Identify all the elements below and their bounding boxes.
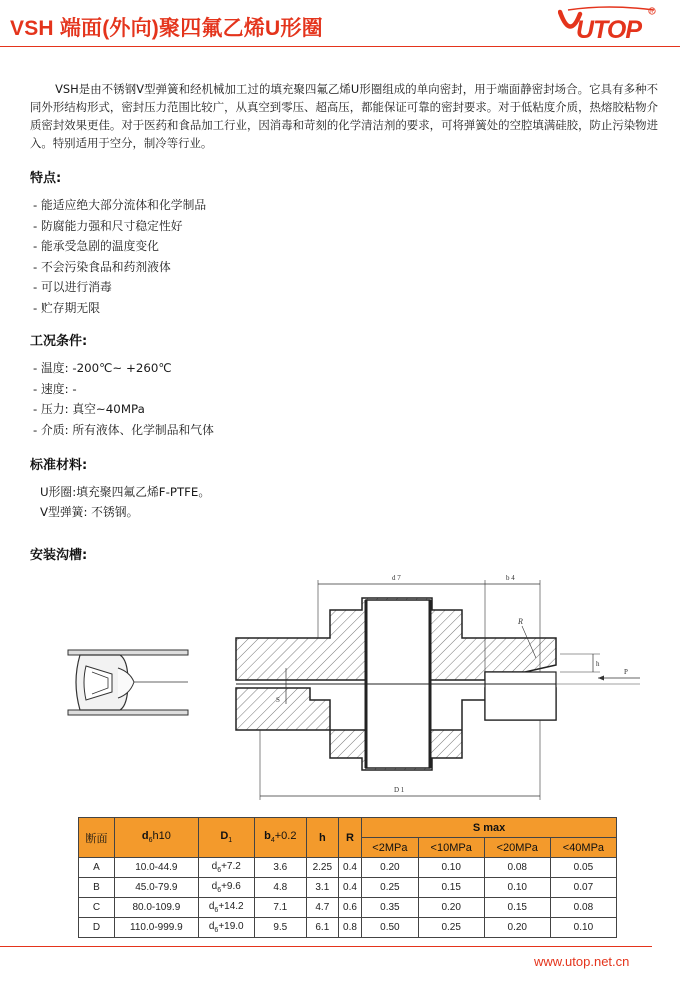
table-row: B 45.0-79.9 $d_6+9.6$ 4.8 3.1 0.4 0.25 0.15 0.10 0.07 [79,878,617,898]
col-h-header: h [306,818,338,858]
list-item: - 介质: 所有液体、化学制品和气体 [33,422,214,437]
website-link[interactable]: www.utop.net.cn [534,954,630,969]
logo-text: UTOP [576,16,641,44]
svg-text:R: R [650,9,654,14]
table-row: C 80.0-109.9 $d_6+14.2$ 7.1 4.7 0.6 0.35 0.20 0.15 0.08 [79,898,617,918]
col-s-10mpa: <10MPa [418,838,484,858]
header-divider [0,46,680,47]
features-heading: 特点: [30,171,62,186]
materials-list [40,482,210,522]
col-r-header: R [338,818,361,858]
list-item: - 防腐能力强和尺寸稳定性好 [33,218,183,233]
page-title: VSH 端面(外向)聚四氟乙烯U形圈 [10,17,323,40]
intro-paragraph [30,80,658,152]
list-item: - 温度: -200℃~ +260℃ [33,361,172,375]
conditions-list [33,358,214,440]
list-item: - 可以进行消毒 [33,280,112,294]
table-row: D 110.0-999.9 $d_6+19.0$ 9.5 6.1 0.8 0.50 0.25 0.20 0.10 [79,918,617,938]
list-item: - 不会污染食品和药剂液体 [33,259,171,274]
table-row: A 10.0-44.9 $d_6+7.2$ 3.6 2.25 0.4 0.20 0.10 0.08 0.05 [79,858,617,878]
dim-d7-label: d 7 [392,574,401,582]
col-s-2mpa: <2MPa [362,838,419,858]
pressure-label: P [624,668,628,676]
dim-d1-label: D 1 [394,786,405,794]
col-d1-header: $D_1$ [198,818,254,858]
col-d6-header: $d_6h10$ [114,818,198,858]
list-item: - 能承受急剧的温度变化 [33,239,159,253]
col-section-header: 断面 [79,818,115,858]
utop-logo-icon [558,4,658,44]
groove-dimension-table [78,817,617,938]
groove-diagram [0,560,680,810]
seal-cross-section [68,650,188,715]
list-item: U形圈:填充聚四氟乙烯F-PTFE。 [40,485,211,499]
col-s-20mpa: <20MPa [484,838,550,858]
list-item: V型弹簧: 不锈钢。 [40,505,139,519]
dim-b4-label: b 4 [506,574,515,582]
intro-text: VSH是由不锈钢V型弹簧和经机械加工过的填充聚四氟乙烯U形圈组成的单向密封，用于端面静密封场合。它具有多种不同外形结构形式，密封压力范围比较广，从真空到零压、超高压，都能保证可靠的密封要求。对于低粘度介质，热熔胶粘物介质密封效果更佳。对于医药和食品加工行业，因消毒和苛刻的化学清洁剂的要求，可将弹簧处的空腔填满硅胶，防止污染物进入。特别适用于空分，制冷等行业。 [30,82,658,150]
dim-s-label: S [276,696,280,704]
list-item: - 贮存期无限 [33,300,100,315]
list-item: - 能适应绝大部分流体和化学制品 [33,198,207,212]
footer-divider [0,946,652,947]
list-item: - 压力: 真空~40MPa [33,402,145,416]
features-list [33,195,206,318]
col-s-40mpa: <40MPa [550,838,616,858]
col-s-max-header: S max [362,818,617,838]
conditions-heading: 工况条件: [30,334,88,349]
list-item: - 速度: - [33,381,77,396]
groove-heading: 安装沟槽: [30,548,88,563]
dim-h-label: h [596,660,600,668]
dim-r-label: R [518,617,523,626]
col-b4-header: $b_4+0.2$ [254,818,306,858]
materials-heading: 标准材料: [30,458,88,473]
